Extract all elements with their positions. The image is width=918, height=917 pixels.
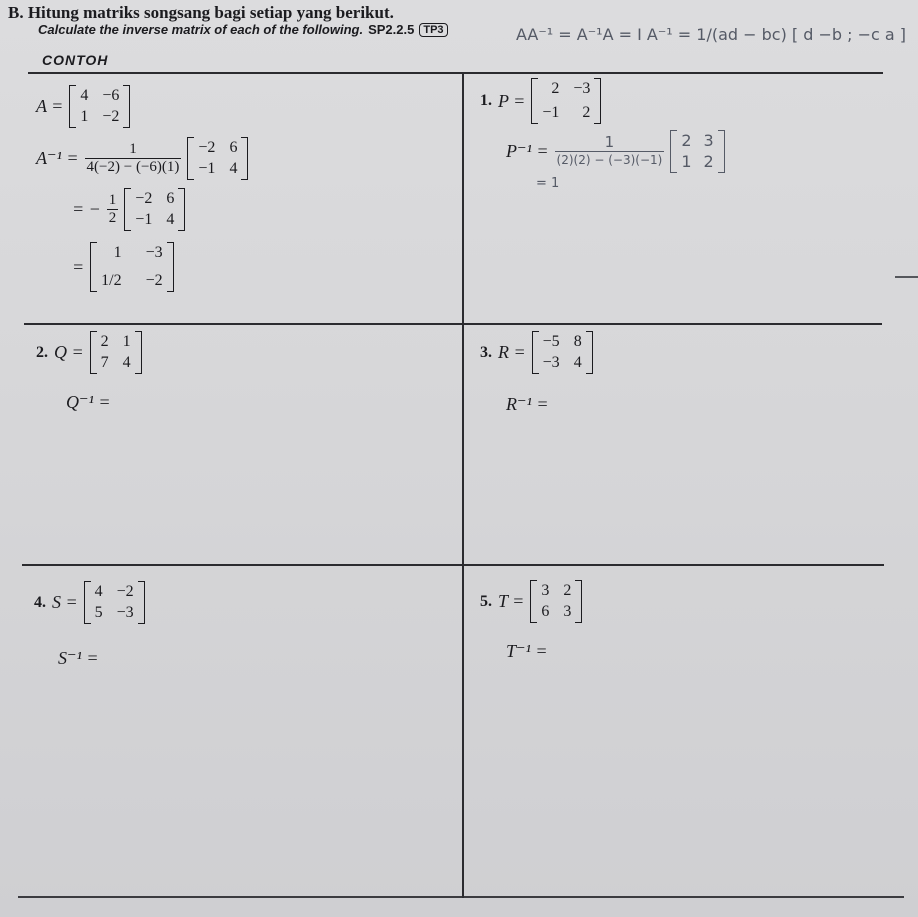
answer-3-label: R⁻¹ = xyxy=(506,394,549,414)
question-5: 5. T = 3 2 6 3 xyxy=(480,580,582,623)
question-2: 2. Q = 2 1 7 4 xyxy=(36,331,142,374)
example-matrix-a: A = 4 −6 1 −2 xyxy=(36,85,130,128)
rule-row-1 xyxy=(24,323,882,325)
handwritten-adjoint: 2 3 1 2 xyxy=(670,130,724,173)
determinant-fraction: $\frac{1}{4(-2) - (-6)(1)}$ xyxy=(86,141,180,175)
handwritten-fraction: $\frac{1}{(2)(2) - (-3)(-1)}$ xyxy=(556,133,663,167)
question-3: 3. R = −5 8 −3 4 xyxy=(480,331,593,374)
adjoint-matrix: −2 6 −1 4 xyxy=(187,137,248,180)
example-step-2: = − $\frac{1}{2}$ −2 6 −1 4 xyxy=(72,188,185,231)
matrix-p: 2 −3 −1 2 xyxy=(531,78,601,124)
margin-mark xyxy=(895,276,918,278)
result-matrix: 1 −3 1/2 −2 xyxy=(90,242,173,292)
matrix-a: 4 −6 1 −2 xyxy=(69,85,130,128)
question-4: 4. S = 4 −2 5 −3 xyxy=(34,581,145,624)
matrix-s: 4 −2 5 −3 xyxy=(84,581,145,624)
matrix-t: 3 2 6 3 xyxy=(530,580,582,623)
matrix-r: −5 8 −3 4 xyxy=(532,331,593,374)
rule-under-contoh xyxy=(28,72,883,74)
answer-1: P⁻¹ = $\frac{1}{(2)(2) - (-3)(-1)}$ 2 3 1 2 xyxy=(506,130,725,173)
section-subtitle: Calculate the inverse matrix of each of the following. SP2.2.5 TP3 xyxy=(38,22,448,37)
section-title: B. Hitung matriks songsang bagi setiap yang berikut. xyxy=(8,3,394,22)
handwritten-formula: AA⁻¹ = A⁻¹A = I A⁻¹ = 1/(ad − bc) [ d −b ; −c a ] xyxy=(516,25,907,44)
contoh-label: CONTOH xyxy=(42,52,109,68)
handwritten-working: = 1 xyxy=(536,176,560,191)
tp3-badge: TP3 xyxy=(419,23,447,37)
rule-bottom xyxy=(18,896,904,898)
answer-2-label: Q⁻¹ = xyxy=(66,392,111,412)
answer-4-label: S⁻¹ = xyxy=(58,648,99,668)
example-step-1: A⁻¹ = $\frac{1}{4(-2) - (-6)(1)}$ −2 6 −1 4 xyxy=(36,137,248,180)
question-1: 1. P = 2 −3 −1 2 xyxy=(480,78,601,124)
center-divider xyxy=(462,72,464,898)
matrix-q: 2 1 7 4 xyxy=(90,331,142,374)
example-result: = 1 −3 1/2 −2 xyxy=(72,242,174,292)
rule-row-2 xyxy=(22,564,884,566)
answer-5-label: T⁻¹ = xyxy=(506,641,548,661)
